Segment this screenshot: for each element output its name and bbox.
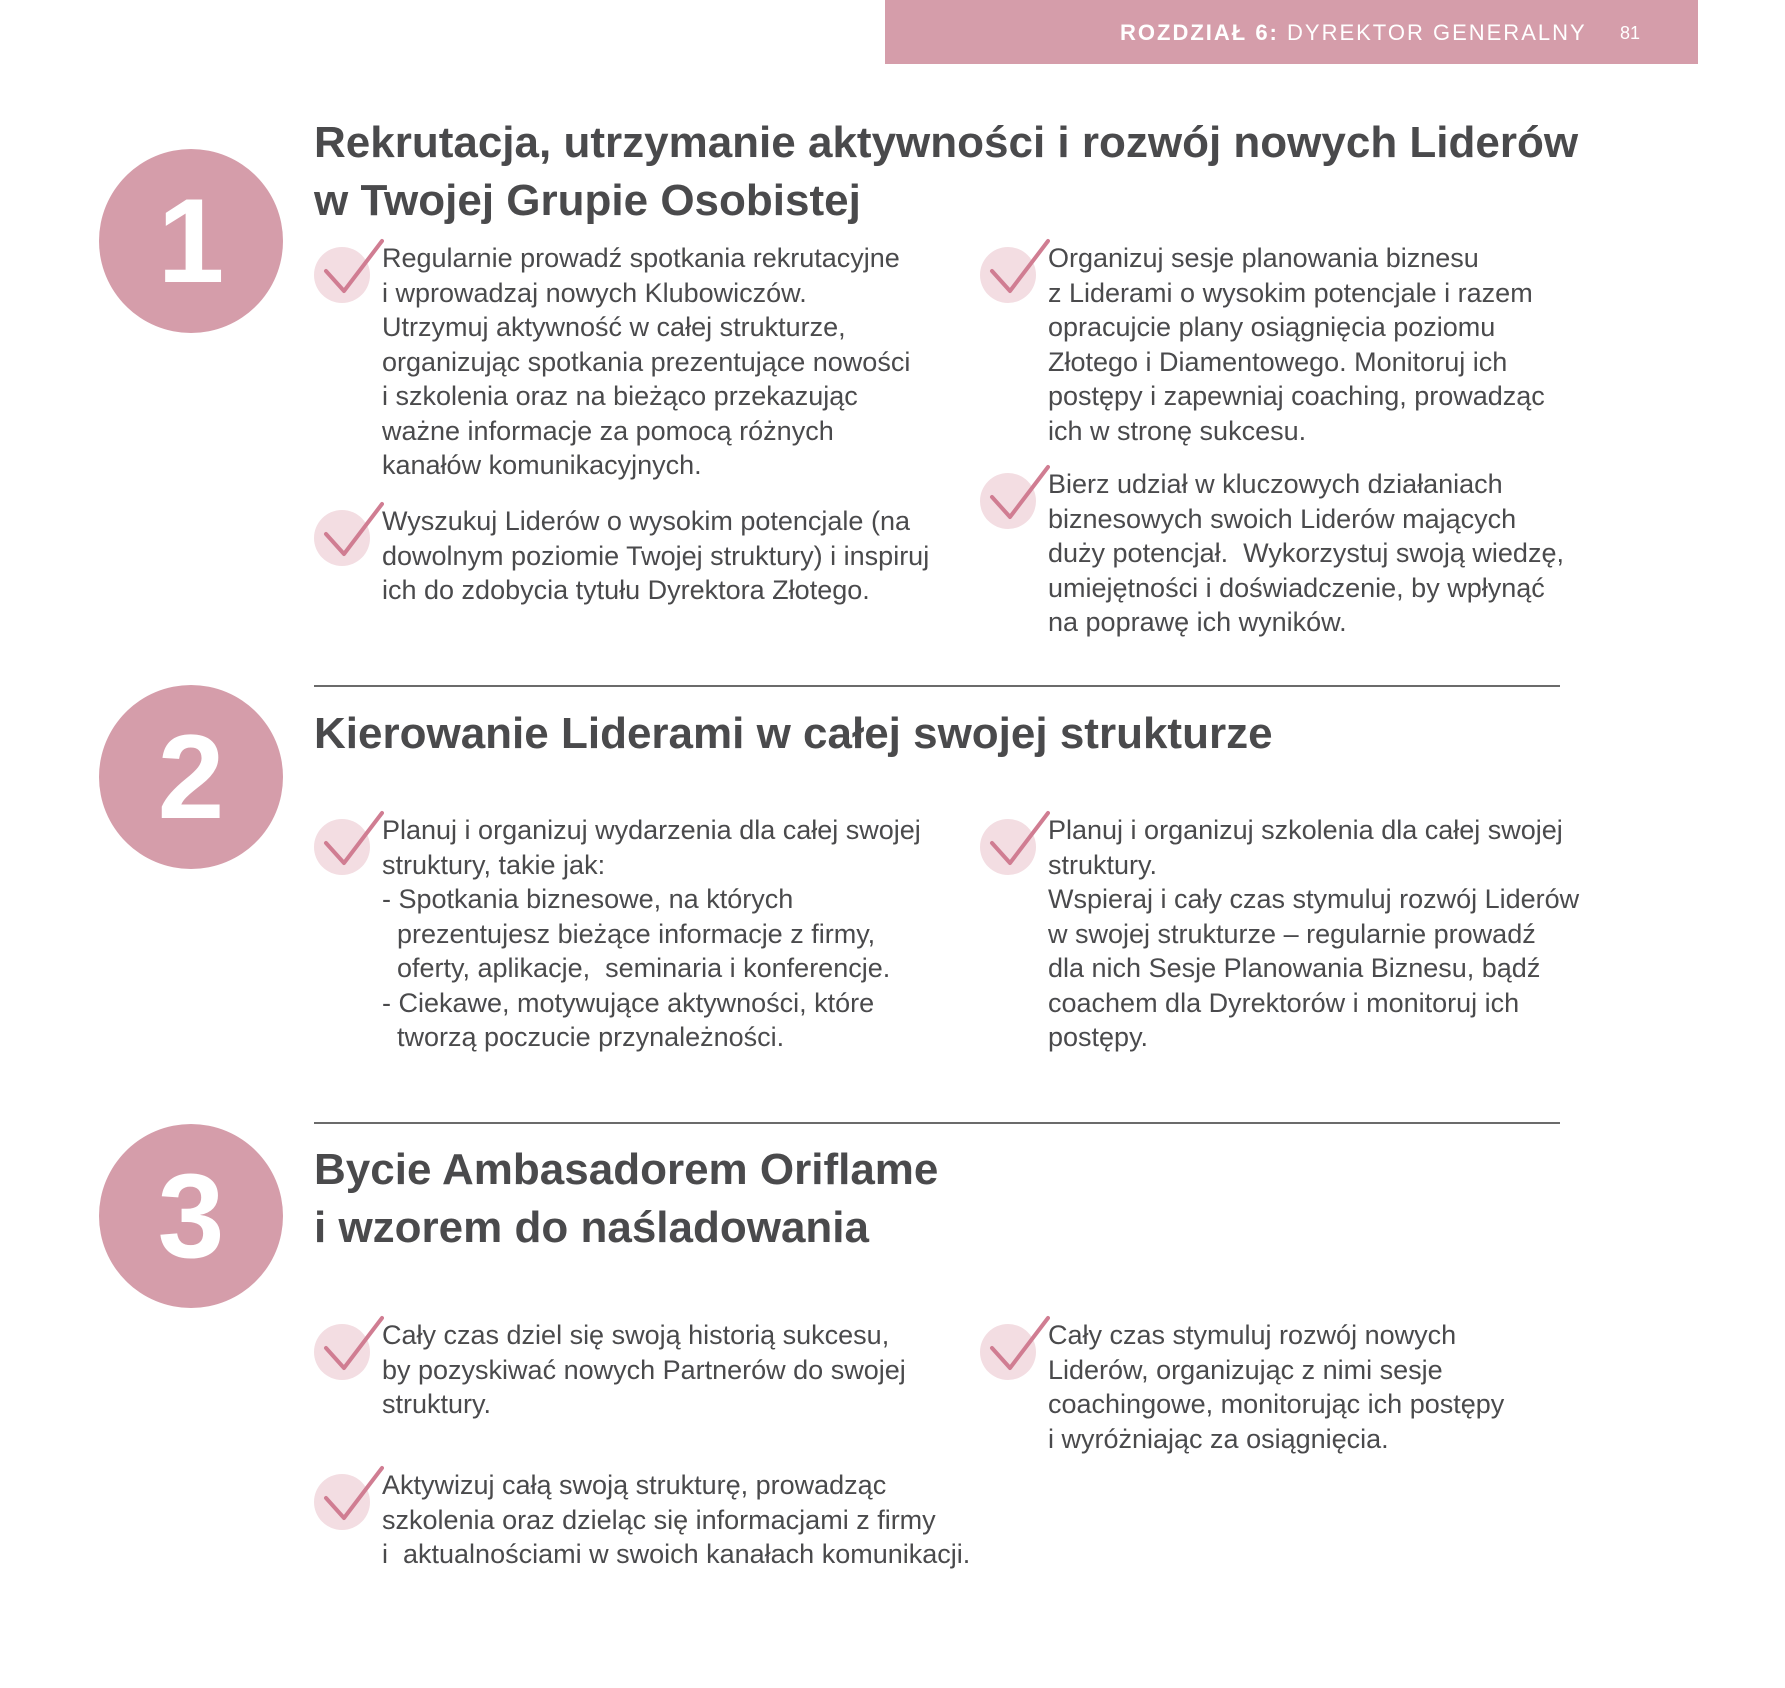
item-text-line: - Ciekawe, motywujące aktywności, które [382,987,875,1018]
item-text-line: postępy. [1048,1022,1149,1052]
item-text [1048,241,1545,448]
section-2-title [314,705,1273,763]
item-text-line: z Liderami o wysokim potencjale i razem [1048,277,1533,308]
section-3-number-badge: 3 [99,1124,283,1308]
section-2-item-2 [980,813,1579,1055]
item-text-line: Bierz udział w kluczowych działaniach [1048,469,1503,499]
checkmark-icon [314,1460,376,1522]
section-2-item-1 [314,813,921,1055]
item-text-line: i aktualnościami w swoich kanałach komunikacji. [382,1539,971,1569]
item-text-line: i wprowadzaj nowych Klubowiczów. [382,277,807,308]
item-text-line: struktury, takie jak: [382,849,606,880]
item-text [382,1318,906,1422]
item-text-line: Złotego i Diamentowego. Monitoruj ich [1048,346,1508,377]
item-text-line: prezentujesz bieżące informacje z firmy, [382,918,876,949]
item-text-line: i szkolenia oraz na bieżąco przekazując [382,381,858,411]
checkmark-icon [980,1310,1042,1372]
checkmark-icon [314,1310,376,1372]
item-text-line: Aktywizuj całą swoją strukturę, prowadząc [382,1470,887,1500]
section-2-number-badge: 2 [99,685,283,869]
item-text [382,1468,970,1572]
item-text-line: by pozyskiwać nowych Partnerów do swojej [382,1354,906,1385]
page-number: 81 [1620,23,1641,43]
item-text-line: duży potencjał. Wykorzystuj swoją wiedzę, [1048,538,1564,568]
item-text-line: ważne informacje za pomocą różnych [382,415,834,446]
item-text-line: w swojej strukturze – regularnie prowadź [1048,918,1536,949]
title-line: i wzorem do naśladowania [314,1203,870,1252]
item-text [1048,1318,1504,1456]
title-line: Kierowanie Liderami w całej swojej strukturze [314,709,1273,758]
section-1-item-3 [980,241,1545,448]
item-text-line: coachingowe, monitorując ich postępy [1048,1389,1505,1419]
item-text-line: Regularnie prowadź spotkania rekrutacyjne [382,243,900,273]
item-text-line: Utrzymuj aktywność w całej strukturze, [382,312,846,342]
checkmark-icon [980,459,1042,521]
title-line: Bycie Ambasadorem Oriflame [314,1145,939,1194]
item-text-line: Planuj i organizuj wydarzenia dla całej swojej [382,815,921,845]
item-text-line: postępy i zapewniaj coaching, prowadząc [1048,381,1545,411]
item-text-line: Cały czas dziel się swoją historią sukcesu, [382,1320,890,1350]
item-text-line: coachem dla Dyrektorów i monitoruj ich [1048,987,1520,1018]
section-1-number-badge: 1 [99,149,283,333]
section-1-item-2 [314,504,929,608]
item-text-line: oferty, aplikacje, seminaria i konferencje. [382,953,891,983]
item-text-line: i wyróżniając za osiągnięcia. [1048,1423,1389,1454]
section-1-item-4 [980,467,1564,640]
item-text-line: Cały czas stymuluj rozwój nowych [1048,1320,1457,1350]
section-divider [314,1122,1560,1124]
item-text-line: Planuj i organizuj szkolenia dla całej swojej [1048,815,1563,845]
section-1-title [314,114,1578,230]
item-text-line: ich w stronę sukcesu. [1048,415,1307,446]
checkmark-icon [980,805,1042,867]
section-3-title [314,1141,938,1257]
title-line: w Twojej Grupie Osobistej [314,176,861,225]
item-text-line: dowolnym poziomie Twojej struktury) i inspiruj [382,540,930,571]
item-text-line: - Spotkania biznesowe, na których [382,884,794,914]
section-3-item-1 [314,1318,906,1422]
item-text [382,504,929,608]
checkmark-icon [980,233,1042,295]
item-text [382,813,921,1055]
item-text [1048,467,1564,640]
checkmark-icon [314,233,376,295]
item-text-line: Organizuj sesje planowania biznesu [1048,243,1479,273]
item-text-line: kanałów komunikacyjnych. [382,450,702,480]
checkmark-icon [314,496,376,558]
item-text-line: struktury. [382,1389,492,1419]
title-line: Rekrutacja, utrzymanie aktywności i rozwój nowych Liderów [314,118,1579,167]
item-text-line: Wyszukuj Liderów o wysokim potencjale (na [382,506,910,536]
item-text-line: opracujcie plany osiągnięcia poziomu [1048,312,1496,342]
item-text-line: tworzą poczucie przynależności. [382,1022,785,1052]
chapter-label: ROZDZIAŁ 6: [1120,20,1279,45]
section-divider [314,685,1560,687]
item-text-line: biznesowych swoich Liderów mających [1048,503,1517,534]
item-text-line: organizując spotkania prezentujące nowości [382,346,911,377]
item-text [1048,813,1579,1055]
chapter-title [1120,20,1587,46]
item-text [382,241,910,483]
item-text-line: ich do zdobycia tytułu Dyrektora Złotego. [382,575,870,605]
section-3-item-2 [314,1468,970,1572]
item-text-line: Liderów, organizując z nimi sesje [1048,1354,1443,1385]
section-1-item-1 [314,241,910,483]
item-text-line: struktury. [1048,849,1158,880]
item-text-line: szkolenia oraz dzieląc się informacjami z firmy [382,1504,936,1535]
chapter-name: DYREKTOR GENERALNY [1278,20,1587,45]
item-text-line: na poprawę ich wyników. [1048,607,1347,637]
item-text-line: Wspieraj i cały czas stymuluj rozwój Liderów [1048,884,1580,914]
checkmark-icon [314,805,376,867]
section-3-item-3 [980,1318,1504,1456]
item-text-line: umiejętności i doświadczenie, by wpłynąć [1048,572,1545,603]
item-text-line: dla nich Sesje Planowania Biznesu, bądź [1048,953,1541,983]
